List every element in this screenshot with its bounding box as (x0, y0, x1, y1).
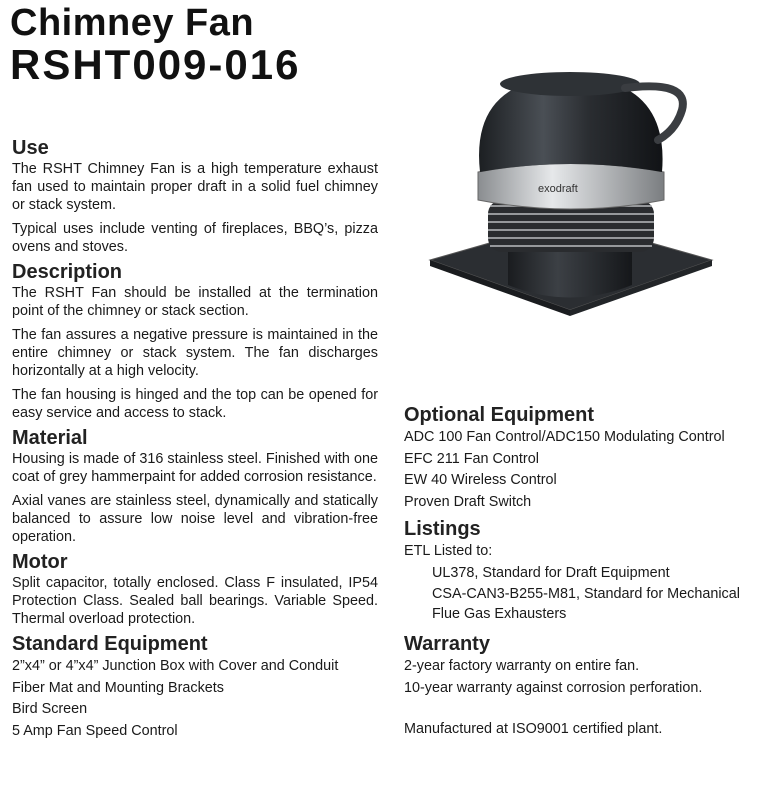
right-column (404, 403, 764, 741)
material-text: Housing is made of 316 stainless steel. Finished with one coat of grey hammerpaint for added corrosion resistance. (12, 451, 378, 485)
list-item: EFC 211 Fan Control (404, 450, 539, 467)
page-title: Chimney Fan (10, 2, 255, 44)
use-heading: Use (12, 137, 49, 159)
list-item: 10-year warranty against corrosion perforation. (404, 679, 703, 696)
list-item: EW 40 Wireless Control (404, 472, 557, 488)
manufacturing-note: Manufactured at ISO9001 certified plant. (404, 721, 663, 737)
listings-intro: ETL Listed to: (404, 543, 493, 559)
optional-equipment-heading: Optional Equipment (404, 404, 594, 426)
motor-text: Split capacitor, totally enclosed. Class F insulated, IP54 Protection Class. Sealed ball bearings. Variable Speed. Thermal overload protection. (12, 575, 378, 627)
use-text: The RSHT Chimney Fan is a high temperature exhaust fan used to maintain proper draft in a solid fuel chimney or stack system. (12, 161, 378, 213)
list-item: Proven Draft Switch (404, 493, 532, 510)
left-column (12, 136, 378, 742)
listings-heading: Listings (404, 518, 481, 540)
description-text: The fan housing is hinged and the top can be opened for easy service and access to stack. (12, 387, 378, 421)
list-item: Bird Screen (12, 701, 88, 717)
list-item: 2”x4” or 4”x4” Junction Box with Cover and Conduit (12, 658, 339, 674)
motor-heading: Motor (12, 551, 68, 573)
description-heading: Description (12, 261, 123, 283)
list-item: ADC 100 Fan Control/ADC150 Modulating Control (404, 429, 725, 445)
standard-equipment-heading: Standard Equipment (12, 633, 208, 655)
chimney-fan-image (420, 60, 720, 390)
model-number: RSHT009-016 (10, 41, 301, 88)
list-item: CSA-CAN3-B255-M81, Standard for Mechanical Flue Gas Exhausters (432, 586, 740, 622)
material-heading: Material (12, 427, 88, 449)
description-text: The fan assures a negative pressure is maintained in the entire chimney or stack system. The fan discharges horizontally at a high velocity. (12, 327, 378, 379)
brand-logo: exodraft (538, 183, 578, 195)
list-item: 5 Amp Fan Speed Control (12, 722, 178, 739)
material-text: Axial vanes are stainless steel, dynamically and statically balanced to assure low noise level and vibration-free operation. (12, 493, 378, 545)
list-item: UL378, Standard for Draft Equipment (432, 564, 670, 581)
warranty-heading: Warranty (404, 633, 490, 655)
description-text: The RSHT Fan should be installed at the termination point of the chimney or stack section. (12, 285, 378, 319)
list-item: 2-year factory warranty on entire fan. (404, 658, 640, 674)
list-item: Fiber Mat and Mounting Brackets (12, 679, 224, 696)
use-text: Typical uses include venting of fireplaces, BBQ’s, pizza ovens and stoves. (12, 221, 378, 255)
